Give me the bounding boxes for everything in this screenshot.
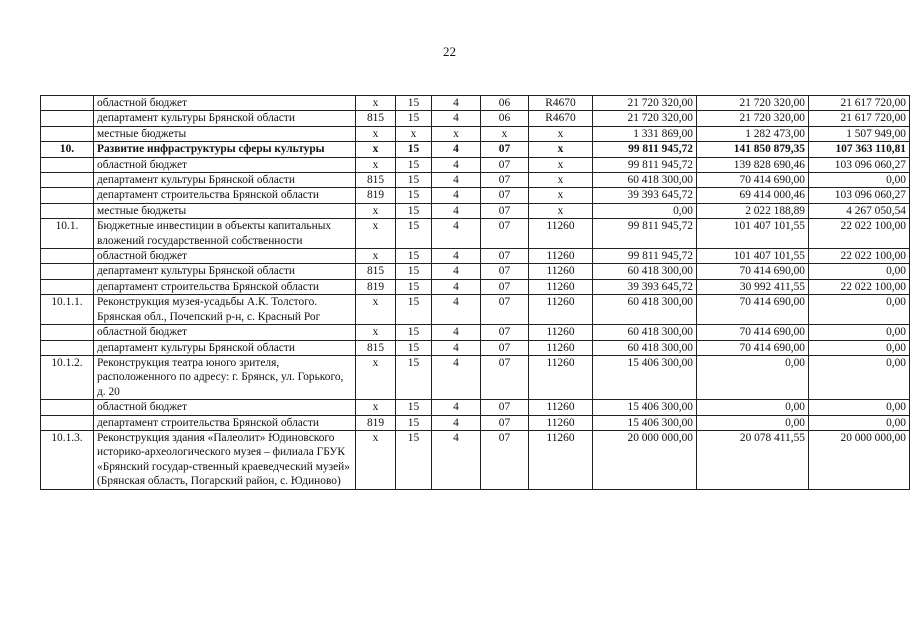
om-code: x	[481, 126, 529, 141]
sum-year-3: 22 022 100,00	[809, 279, 910, 294]
gp-code: 15	[396, 173, 432, 188]
pgp-code: 4	[432, 188, 481, 203]
table-row	[41, 203, 910, 218]
pgp-code: 4	[432, 173, 481, 188]
sum-year-2: 101 407 101,55	[697, 249, 809, 264]
grbs-code: 815	[356, 111, 396, 126]
sum-year-2: 20 078 411,55	[697, 430, 809, 489]
om-code: 07	[481, 415, 529, 430]
grbs-code: x	[356, 157, 396, 172]
sum-year-1: 99 811 945,72	[593, 142, 697, 157]
sum-year-3: 0,00	[809, 264, 910, 279]
table-row	[41, 111, 910, 126]
direction-code: x	[529, 126, 593, 141]
om-code: 07	[481, 325, 529, 340]
sum-year-2: 1 282 473,00	[697, 126, 809, 141]
direction-code: 11260	[529, 279, 593, 294]
sum-year-2: 141 850 879,35	[697, 142, 809, 157]
row-name: департамент культуры Брянской области	[94, 173, 356, 188]
gp-code: 15	[396, 203, 432, 218]
table-row	[41, 249, 910, 264]
row-name: Реконструкция театра юного зрителя, расположенного по адресу: г. Брянск, ул. Горького, д. 20	[94, 355, 356, 399]
row-name: областной бюджет	[94, 249, 356, 264]
grbs-code: x	[356, 249, 396, 264]
direction-code: x	[529, 142, 593, 157]
table-row	[41, 264, 910, 279]
row-name: Бюджетные инвестиции в объекты капитальных вложений государственной собственности	[94, 219, 356, 249]
sum-year-1: 15 406 300,00	[593, 355, 697, 399]
om-code: 07	[481, 400, 529, 415]
gp-code: 15	[396, 415, 432, 430]
row-name: Развитие инфраструктуры сферы культуры	[94, 142, 356, 157]
grbs-code: 815	[356, 264, 396, 279]
om-code: 07	[481, 173, 529, 188]
om-code: 07	[481, 142, 529, 157]
direction-code: 11260	[529, 264, 593, 279]
row-number	[41, 325, 94, 340]
gp-code: 15	[396, 279, 432, 294]
table-row	[41, 142, 910, 157]
pgp-code: 4	[432, 355, 481, 399]
grbs-code: x	[356, 203, 396, 218]
row-number	[41, 400, 94, 415]
table-row	[41, 295, 910, 325]
table-row	[41, 173, 910, 188]
grbs-code: 819	[356, 415, 396, 430]
om-code: 07	[481, 340, 529, 355]
om-code: 07	[481, 295, 529, 325]
om-code: 07	[481, 203, 529, 218]
table-row	[41, 355, 910, 399]
grbs-code: x	[356, 295, 396, 325]
direction-code: 11260	[529, 249, 593, 264]
sum-year-3: 21 617 720,00	[809, 96, 910, 111]
pgp-code: 4	[432, 219, 481, 249]
grbs-code: x	[356, 96, 396, 111]
row-name: Реконструкция музея-усадьбы А.К. Толстого. Брянская обл., Почепский р-н, с. Красный Рог	[94, 295, 356, 325]
sum-year-2: 70 414 690,00	[697, 325, 809, 340]
sum-year-3: 4 267 050,54	[809, 203, 910, 218]
om-code: 07	[481, 279, 529, 294]
sum-year-2: 69 414 000,46	[697, 188, 809, 203]
direction-code: 11260	[529, 415, 593, 430]
sum-year-1: 39 393 645,72	[593, 279, 697, 294]
row-number	[41, 415, 94, 430]
table-row	[41, 325, 910, 340]
om-code: 07	[481, 219, 529, 249]
gp-code: 15	[396, 340, 432, 355]
table-row	[41, 279, 910, 294]
pgp-code: 4	[432, 249, 481, 264]
sum-year-3: 0,00	[809, 325, 910, 340]
row-name: местные бюджеты	[94, 126, 356, 141]
sum-year-2: 0,00	[697, 400, 809, 415]
direction-code: x	[529, 203, 593, 218]
row-name: департамент культуры Брянской области	[94, 340, 356, 355]
sum-year-1: 20 000 000,00	[593, 430, 697, 489]
row-number	[41, 111, 94, 126]
row-number	[41, 249, 94, 264]
pgp-code: 4	[432, 415, 481, 430]
gp-code: 15	[396, 249, 432, 264]
table-row	[41, 430, 910, 489]
gp-code: 15	[396, 355, 432, 399]
sum-year-3: 21 617 720,00	[809, 111, 910, 126]
table-row	[41, 96, 910, 111]
direction-code: 11260	[529, 355, 593, 399]
direction-code: x	[529, 173, 593, 188]
gp-code: 15	[396, 96, 432, 111]
pgp-code: 4	[432, 96, 481, 111]
gp-code: 15	[396, 219, 432, 249]
sum-year-1: 99 811 945,72	[593, 157, 697, 172]
row-number: 10.	[41, 142, 94, 157]
pgp-code: x	[432, 126, 481, 141]
pgp-code: 4	[432, 264, 481, 279]
gp-code: 15	[396, 264, 432, 279]
sum-year-1: 21 720 320,00	[593, 111, 697, 126]
sum-year-1: 60 418 300,00	[593, 173, 697, 188]
row-name: областной бюджет	[94, 157, 356, 172]
gp-code: 15	[396, 188, 432, 203]
row-name: департамент культуры Брянской области	[94, 264, 356, 279]
sum-year-1: 15 406 300,00	[593, 400, 697, 415]
grbs-code: 815	[356, 173, 396, 188]
sum-year-3: 22 022 100,00	[809, 219, 910, 249]
gp-code: x	[396, 126, 432, 141]
sum-year-1: 15 406 300,00	[593, 415, 697, 430]
table-row	[41, 340, 910, 355]
sum-year-2: 139 828 690,46	[697, 157, 809, 172]
grbs-code: x	[356, 126, 396, 141]
sum-year-2: 0,00	[697, 355, 809, 399]
table-row	[41, 219, 910, 249]
row-number	[41, 264, 94, 279]
row-name: областной бюджет	[94, 400, 356, 415]
row-number	[41, 203, 94, 218]
table-row	[41, 400, 910, 415]
gp-code: 15	[396, 325, 432, 340]
gp-code: 15	[396, 157, 432, 172]
sum-year-1: 39 393 645,72	[593, 188, 697, 203]
sum-year-2: 70 414 690,00	[697, 295, 809, 325]
grbs-code: x	[356, 325, 396, 340]
pgp-code: 4	[432, 295, 481, 325]
sum-year-1: 21 720 320,00	[593, 96, 697, 111]
om-code: 07	[481, 264, 529, 279]
sum-year-2: 70 414 690,00	[697, 173, 809, 188]
page-number: 22	[443, 44, 456, 59]
row-number: 10.1.	[41, 219, 94, 249]
sum-year-3: 103 096 060,27	[809, 157, 910, 172]
table-row	[41, 188, 910, 203]
row-name: Реконструкция здания «Палеолит» Юдиновского историко-археологического музея – филиала ГБУК «Брянский государ-ственный краеведческий музей» (Брянская область, Погарский район, с. Юдиново)	[94, 430, 356, 489]
sum-year-1: 99 811 945,72	[593, 219, 697, 249]
row-name: областной бюджет	[94, 96, 356, 111]
sum-year-2: 30 992 411,55	[697, 279, 809, 294]
sum-year-2: 0,00	[697, 415, 809, 430]
row-name: департамент строительства Брянской области	[94, 415, 356, 430]
grbs-code: x	[356, 400, 396, 415]
sum-year-1: 0,00	[593, 203, 697, 218]
om-code: 07	[481, 249, 529, 264]
sum-year-2: 70 414 690,00	[697, 340, 809, 355]
grbs-code: x	[356, 430, 396, 489]
pgp-code: 4	[432, 279, 481, 294]
pgp-code: 4	[432, 400, 481, 415]
row-number	[41, 188, 94, 203]
pgp-code: 4	[432, 325, 481, 340]
pgp-code: 4	[432, 111, 481, 126]
pgp-code: 4	[432, 157, 481, 172]
sum-year-2: 21 720 320,00	[697, 111, 809, 126]
row-name: департамент строительства Брянской области	[94, 279, 356, 294]
direction-code: 11260	[529, 430, 593, 489]
sum-year-1: 60 418 300,00	[593, 295, 697, 325]
row-number: 10.1.2.	[41, 355, 94, 399]
row-name: департамент строительства Брянской области	[94, 188, 356, 203]
row-number	[41, 126, 94, 141]
budget-table	[40, 95, 910, 490]
sum-year-2: 101 407 101,55	[697, 219, 809, 249]
row-number	[41, 96, 94, 111]
budget-table-body	[41, 96, 910, 490]
pgp-code: 4	[432, 142, 481, 157]
sum-year-3: 107 363 110,81	[809, 142, 910, 157]
grbs-code: 819	[356, 279, 396, 294]
row-number: 10.1.1.	[41, 295, 94, 325]
direction-code: 11260	[529, 340, 593, 355]
row-name: местные бюджеты	[94, 203, 356, 218]
sum-year-3: 0,00	[809, 415, 910, 430]
row-number	[41, 279, 94, 294]
grbs-code: 819	[356, 188, 396, 203]
om-code: 07	[481, 157, 529, 172]
om-code: 07	[481, 188, 529, 203]
sum-year-2: 2 022 188,89	[697, 203, 809, 218]
row-number	[41, 173, 94, 188]
sum-year-1: 60 418 300,00	[593, 325, 697, 340]
gp-code: 15	[396, 295, 432, 325]
sum-year-3: 20 000 000,00	[809, 430, 910, 489]
table-row	[41, 126, 910, 141]
table-row	[41, 415, 910, 430]
sum-year-3: 0,00	[809, 340, 910, 355]
sum-year-2: 21 720 320,00	[697, 96, 809, 111]
grbs-code: 815	[356, 340, 396, 355]
om-code: 06	[481, 111, 529, 126]
sum-year-3: 0,00	[809, 295, 910, 325]
row-number	[41, 340, 94, 355]
direction-code: R4670	[529, 96, 593, 111]
pgp-code: 4	[432, 203, 481, 218]
sum-year-2: 70 414 690,00	[697, 264, 809, 279]
om-code: 07	[481, 430, 529, 489]
sum-year-3: 1 507 949,00	[809, 126, 910, 141]
grbs-code: x	[356, 355, 396, 399]
pgp-code: 4	[432, 340, 481, 355]
row-name: областной бюджет	[94, 325, 356, 340]
sum-year-3: 22 022 100,00	[809, 249, 910, 264]
sum-year-3: 0,00	[809, 173, 910, 188]
direction-code: 11260	[529, 325, 593, 340]
direction-code: R4670	[529, 111, 593, 126]
gp-code: 15	[396, 430, 432, 489]
sum-year-1: 60 418 300,00	[593, 340, 697, 355]
direction-code: x	[529, 188, 593, 203]
grbs-code: x	[356, 142, 396, 157]
direction-code: 11260	[529, 219, 593, 249]
direction-code: x	[529, 157, 593, 172]
pgp-code: 4	[432, 430, 481, 489]
row-name: департамент культуры Брянской области	[94, 111, 356, 126]
row-number: 10.1.3.	[41, 430, 94, 489]
gp-code: 15	[396, 111, 432, 126]
gp-code: 15	[396, 400, 432, 415]
sum-year-3: 0,00	[809, 355, 910, 399]
gp-code: 15	[396, 142, 432, 157]
direction-code: 11260	[529, 295, 593, 325]
sum-year-1: 99 811 945,72	[593, 249, 697, 264]
sum-year-3: 103 096 060,27	[809, 188, 910, 203]
row-number	[41, 157, 94, 172]
sum-year-1: 60 418 300,00	[593, 264, 697, 279]
om-code: 06	[481, 96, 529, 111]
direction-code: 11260	[529, 400, 593, 415]
sum-year-1: 1 331 869,00	[593, 126, 697, 141]
om-code: 07	[481, 355, 529, 399]
table-row	[41, 157, 910, 172]
grbs-code: x	[356, 219, 396, 249]
sum-year-3: 0,00	[809, 400, 910, 415]
